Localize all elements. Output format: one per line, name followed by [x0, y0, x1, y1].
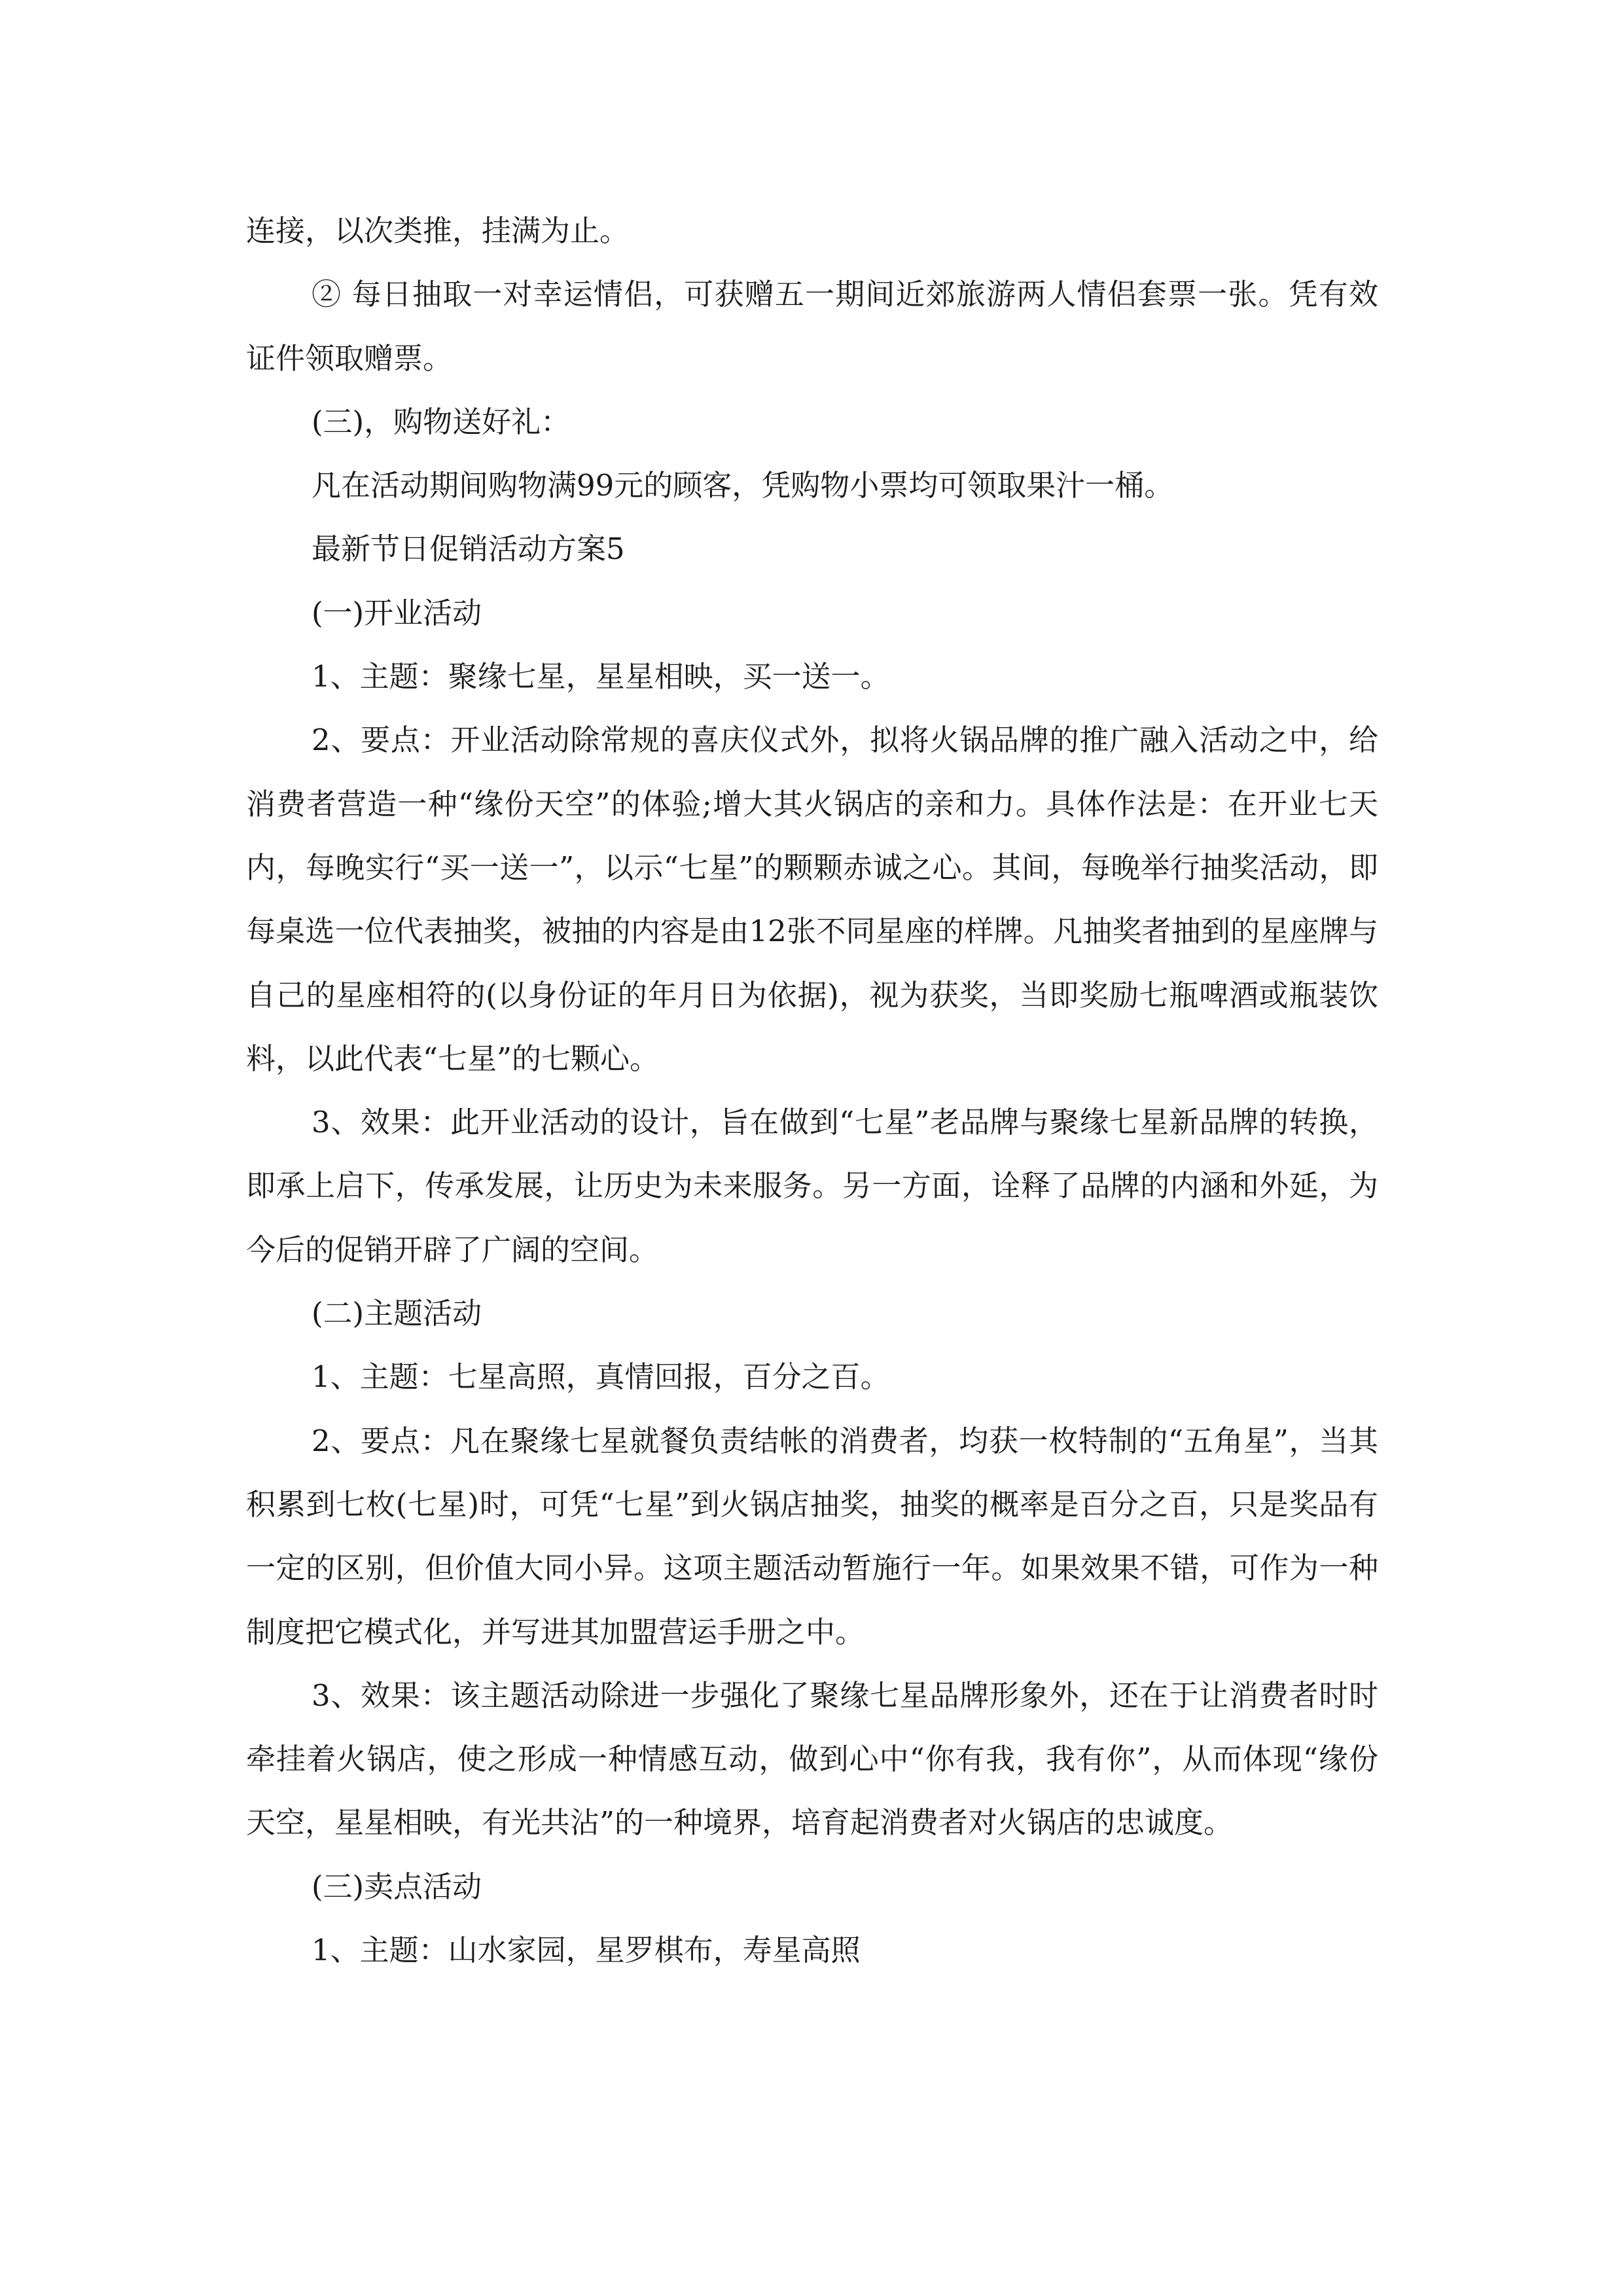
plan-title: 最新节日促销活动方案5 — [312, 531, 625, 567]
paragraph-theme-effect: 3、效果：该主题活动除进一步强化了聚缘七星品牌形象外，还在于让消费者时时牵挂着火锅店，使之形成一种情感互动，做到心中“你有我，我有你”，从而体现“缘份天空，星星相映，有光共沾”的一种境界，培育起消费者对火锅店的忠诚度。 — [246, 1677, 1378, 1840]
paragraph-lucky-couple: ② 每日抽取一对幸运情侣，可获赠五一期间近郊旅游两人情侣套票一张。凭有效证件领取赠票。 — [246, 277, 1378, 376]
section-heading-theme-activity: (二)主题活动 — [312, 1296, 482, 1331]
document-body — [246, 199, 1378, 1982]
section-heading-opening-activity: (一)开业活动 — [312, 595, 482, 630]
paragraph-shopping-gift: 凡在活动期间购物满99元的顾客，凭购物小票均可领取果汁一桶。 — [312, 468, 1174, 503]
section-heading-selling-point: (三)卖点活动 — [312, 1869, 482, 1904]
paragraph-opening-points: 2、要点：开业活动除常规的喜庆仪式外，拟将火锅品牌的推广融入活动之中，给消费者营造一种“缘份天空”的体验;增大其火锅店的亲和力。具体作法是：在开业七天内，每晚实行“买一送一”，以示“七星”的颗颗赤诚之心。其间，每晚举行抽奖活动，即每桌选一位代表抽奖，被抽的内容是由12张不同星座的样牌。凡抽奖者抽到的星座牌与自己的星座相符的(以身份证的年月日为依据)，视为获奖，当即奖励七瓶啤酒或瓶装饮料，以此代表“七星”的七颗心。 — [246, 723, 1378, 1076]
paragraph-opening-effect: 3、效果：此开业活动的设计，旨在做到“七星”老品牌与聚缘七星新品牌的转换，即承上启下，传承发展，让历史为未来服务。另一方面，诠释了品牌的内涵和外延，为今后的促销开辟了广阔的空间。 — [246, 1105, 1378, 1267]
paragraph-selling-theme: 1、主题：山水家园，星罗棋布，寿星高照 — [312, 1933, 861, 1968]
paragraph-theme-topic: 1、主题：七星高照，真情回报，百分之百。 — [312, 1359, 890, 1395]
paragraph-theme-points: 2、要点：凡在聚缘七星就餐负责结帐的消费者，均获一枚特制的“五角星”，当其积累到七枚(七星)时，可凭“七星”到火锅店抽奖，抽奖的概率是百分之百，只是奖品有一定的区别，但价值大同小异。这项主题活动暂施行一年。如果效果不错，可作为一种制度把它模式化，并写进其加盟营运手册之中。 — [246, 1423, 1378, 1649]
section-heading-shopping-gift: (三)，购物送好礼： — [312, 404, 571, 439]
paragraph-continuation: 连接，以次类推，挂满为止。 — [246, 213, 630, 248]
paragraph-opening-theme: 1、主题：聚缘七星，星星相映，买一送一。 — [312, 659, 890, 694]
